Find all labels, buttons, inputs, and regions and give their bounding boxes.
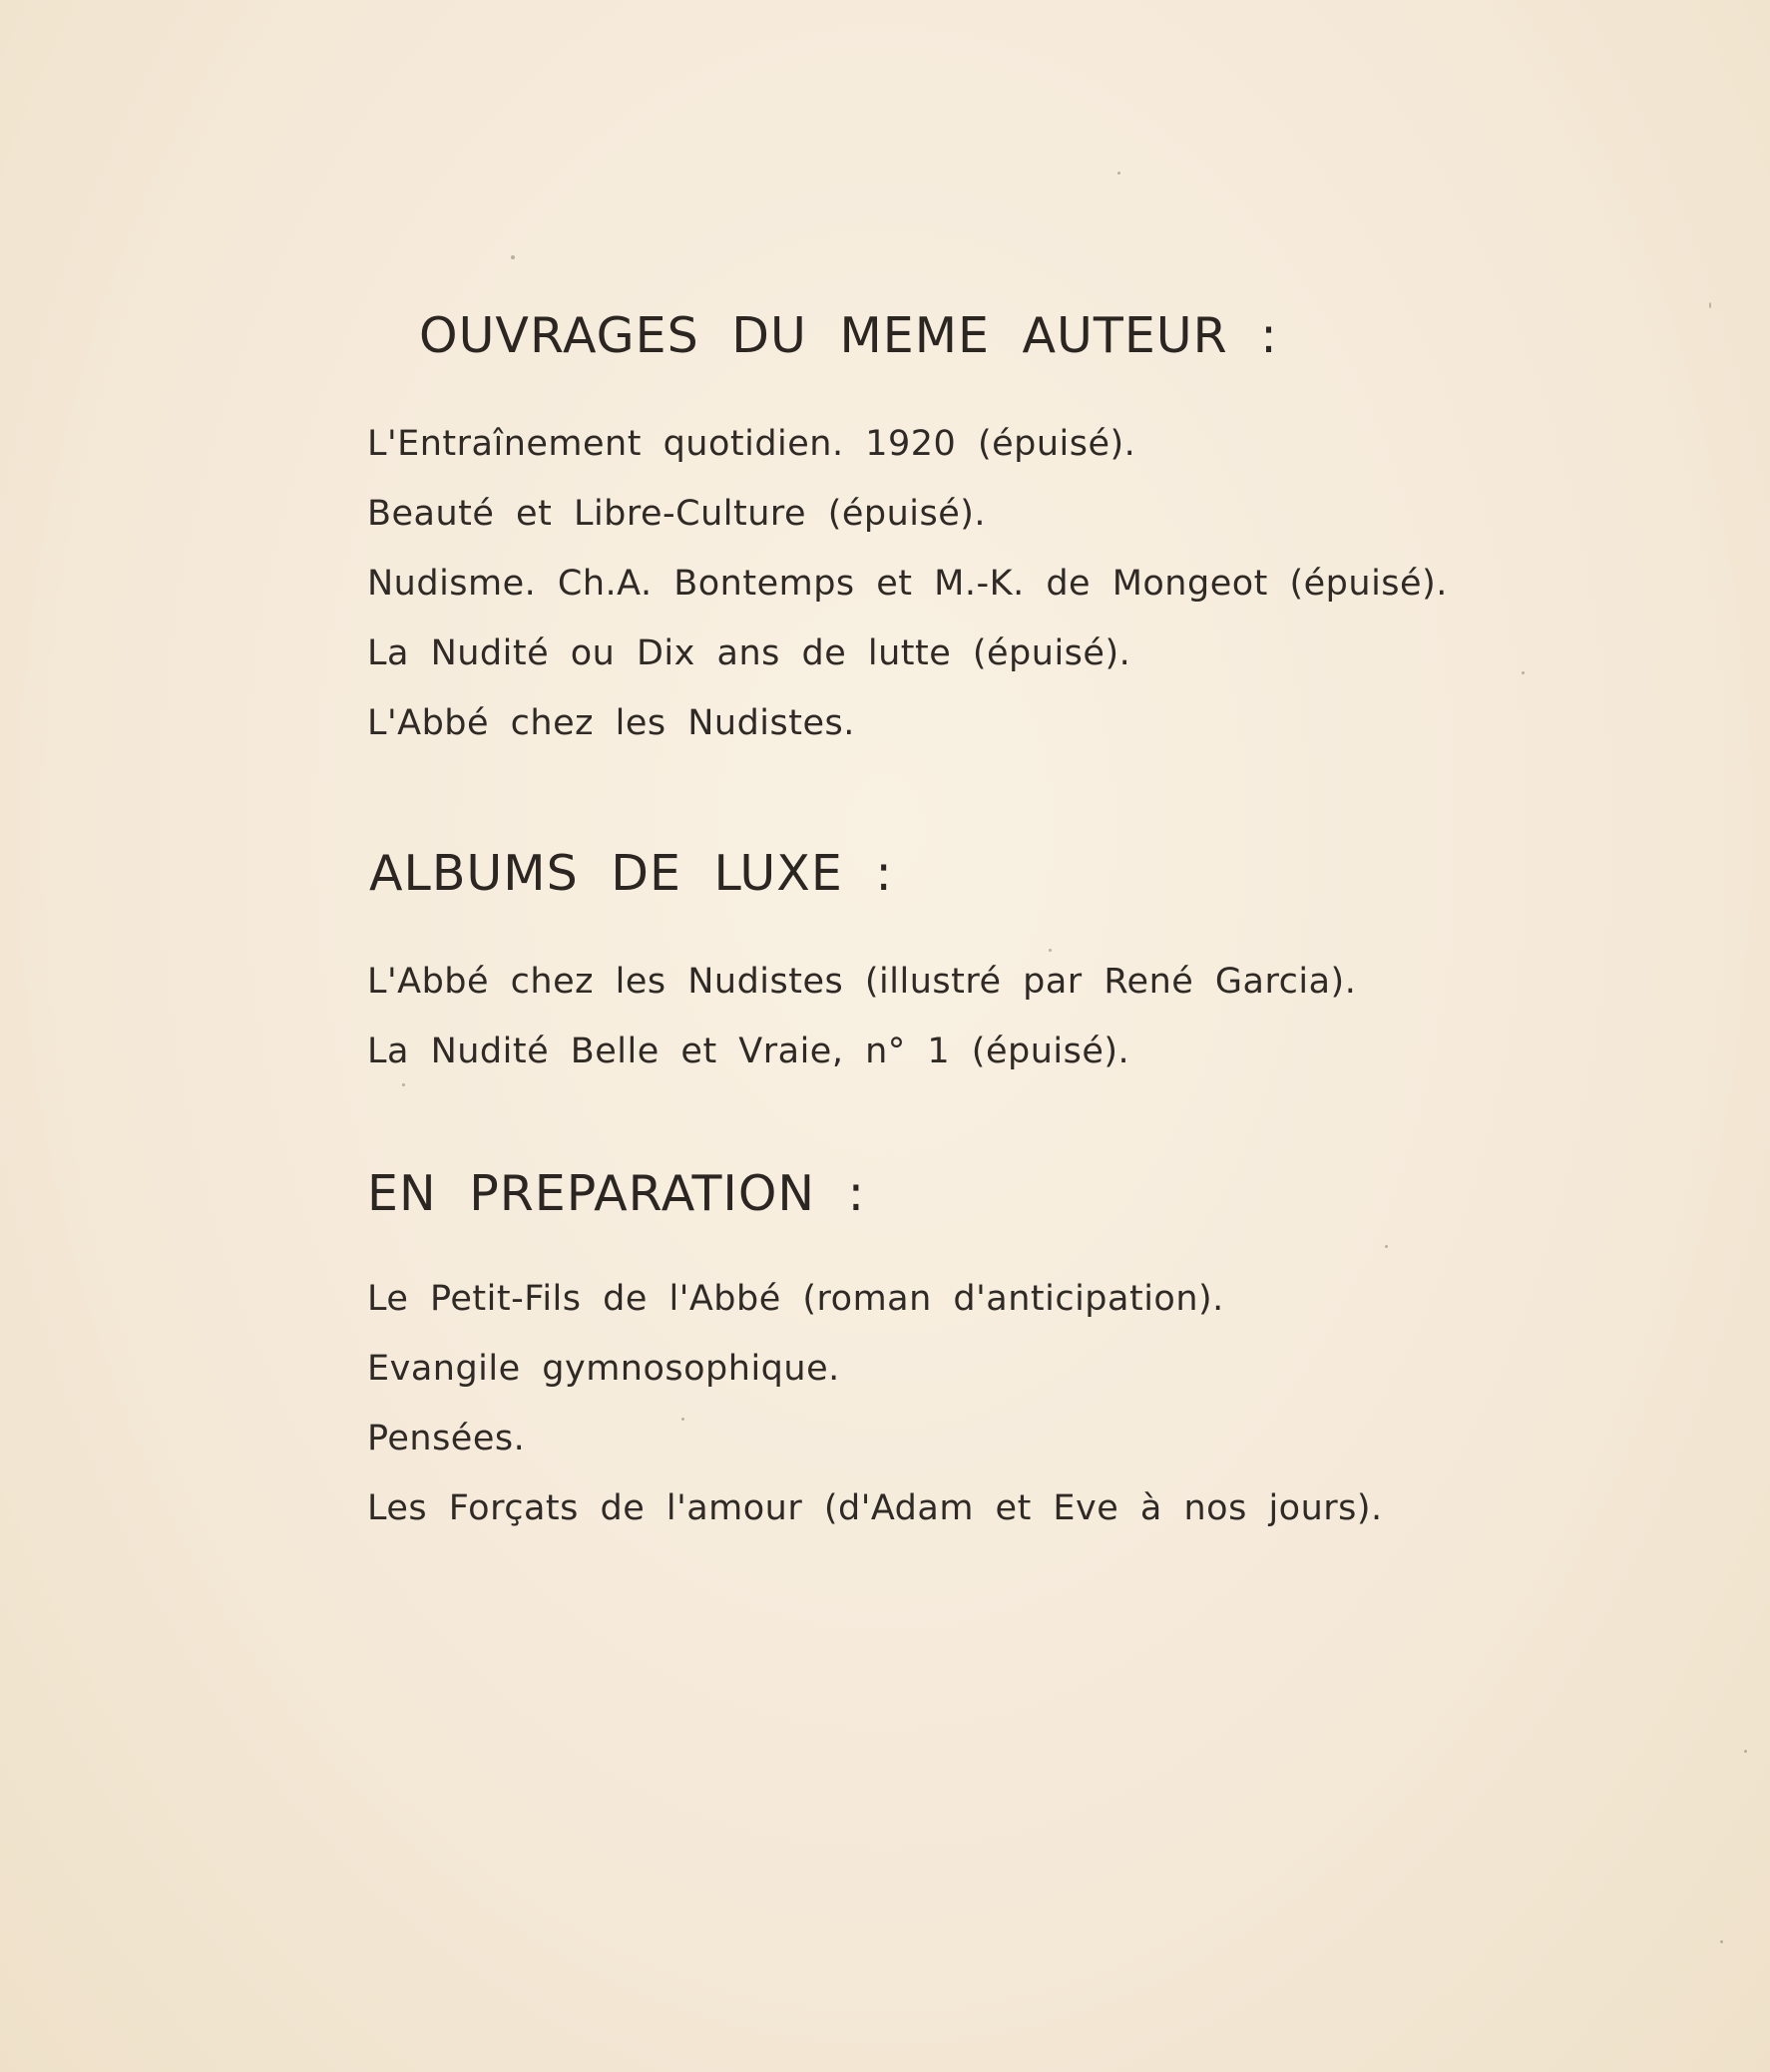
list-item: L'Entraînement quotidien. 1920 (épuisé). (367, 424, 1136, 464)
paper-speck (1522, 671, 1525, 674)
preparation-heading: EN PREPARATION : (367, 1165, 866, 1222)
works-list (367, 409, 1448, 758)
list-item: Nudisme. Ch.A. Bontemps et M.-K. de Mongeot (épuisé). (367, 564, 1448, 604)
albums-heading: ALBUMS DE LUXE : (369, 845, 893, 902)
paper-speck (1385, 1245, 1388, 1248)
paper-speck (511, 255, 515, 259)
paper-speck (1720, 1940, 1723, 1943)
list-item: Evangile gymnosophique. (367, 1349, 840, 1389)
list-item: Les Forçats de l'amour (d'Adam et Eve à nos jours). (367, 1488, 1383, 1528)
list-item: La Nudité Belle et Vraie, n° 1 (épuisé). (367, 1032, 1130, 1071)
list-item: Pensées. (367, 1419, 526, 1458)
preparation-list (367, 1264, 1383, 1543)
paper-speck (1117, 172, 1120, 175)
list-item: L'Abbé chez les Nudistes (illustré par René Garcia). (367, 962, 1357, 1002)
works-heading: OUVRAGES DU MEME AUTEUR : (419, 307, 1278, 364)
list-item: Le Petit-Fils de l'Abbé (roman d'anticipation). (367, 1279, 1224, 1319)
albums-list (367, 947, 1356, 1086)
list-item: L'Abbé chez les Nudistes. (367, 703, 855, 743)
paper-speck (1744, 1750, 1747, 1753)
list-item: Beauté et Libre-Culture (épuisé). (367, 494, 987, 534)
list-item: La Nudité ou Dix ans de lutte (épuisé). (367, 633, 1131, 673)
paper-speck (1709, 302, 1711, 308)
